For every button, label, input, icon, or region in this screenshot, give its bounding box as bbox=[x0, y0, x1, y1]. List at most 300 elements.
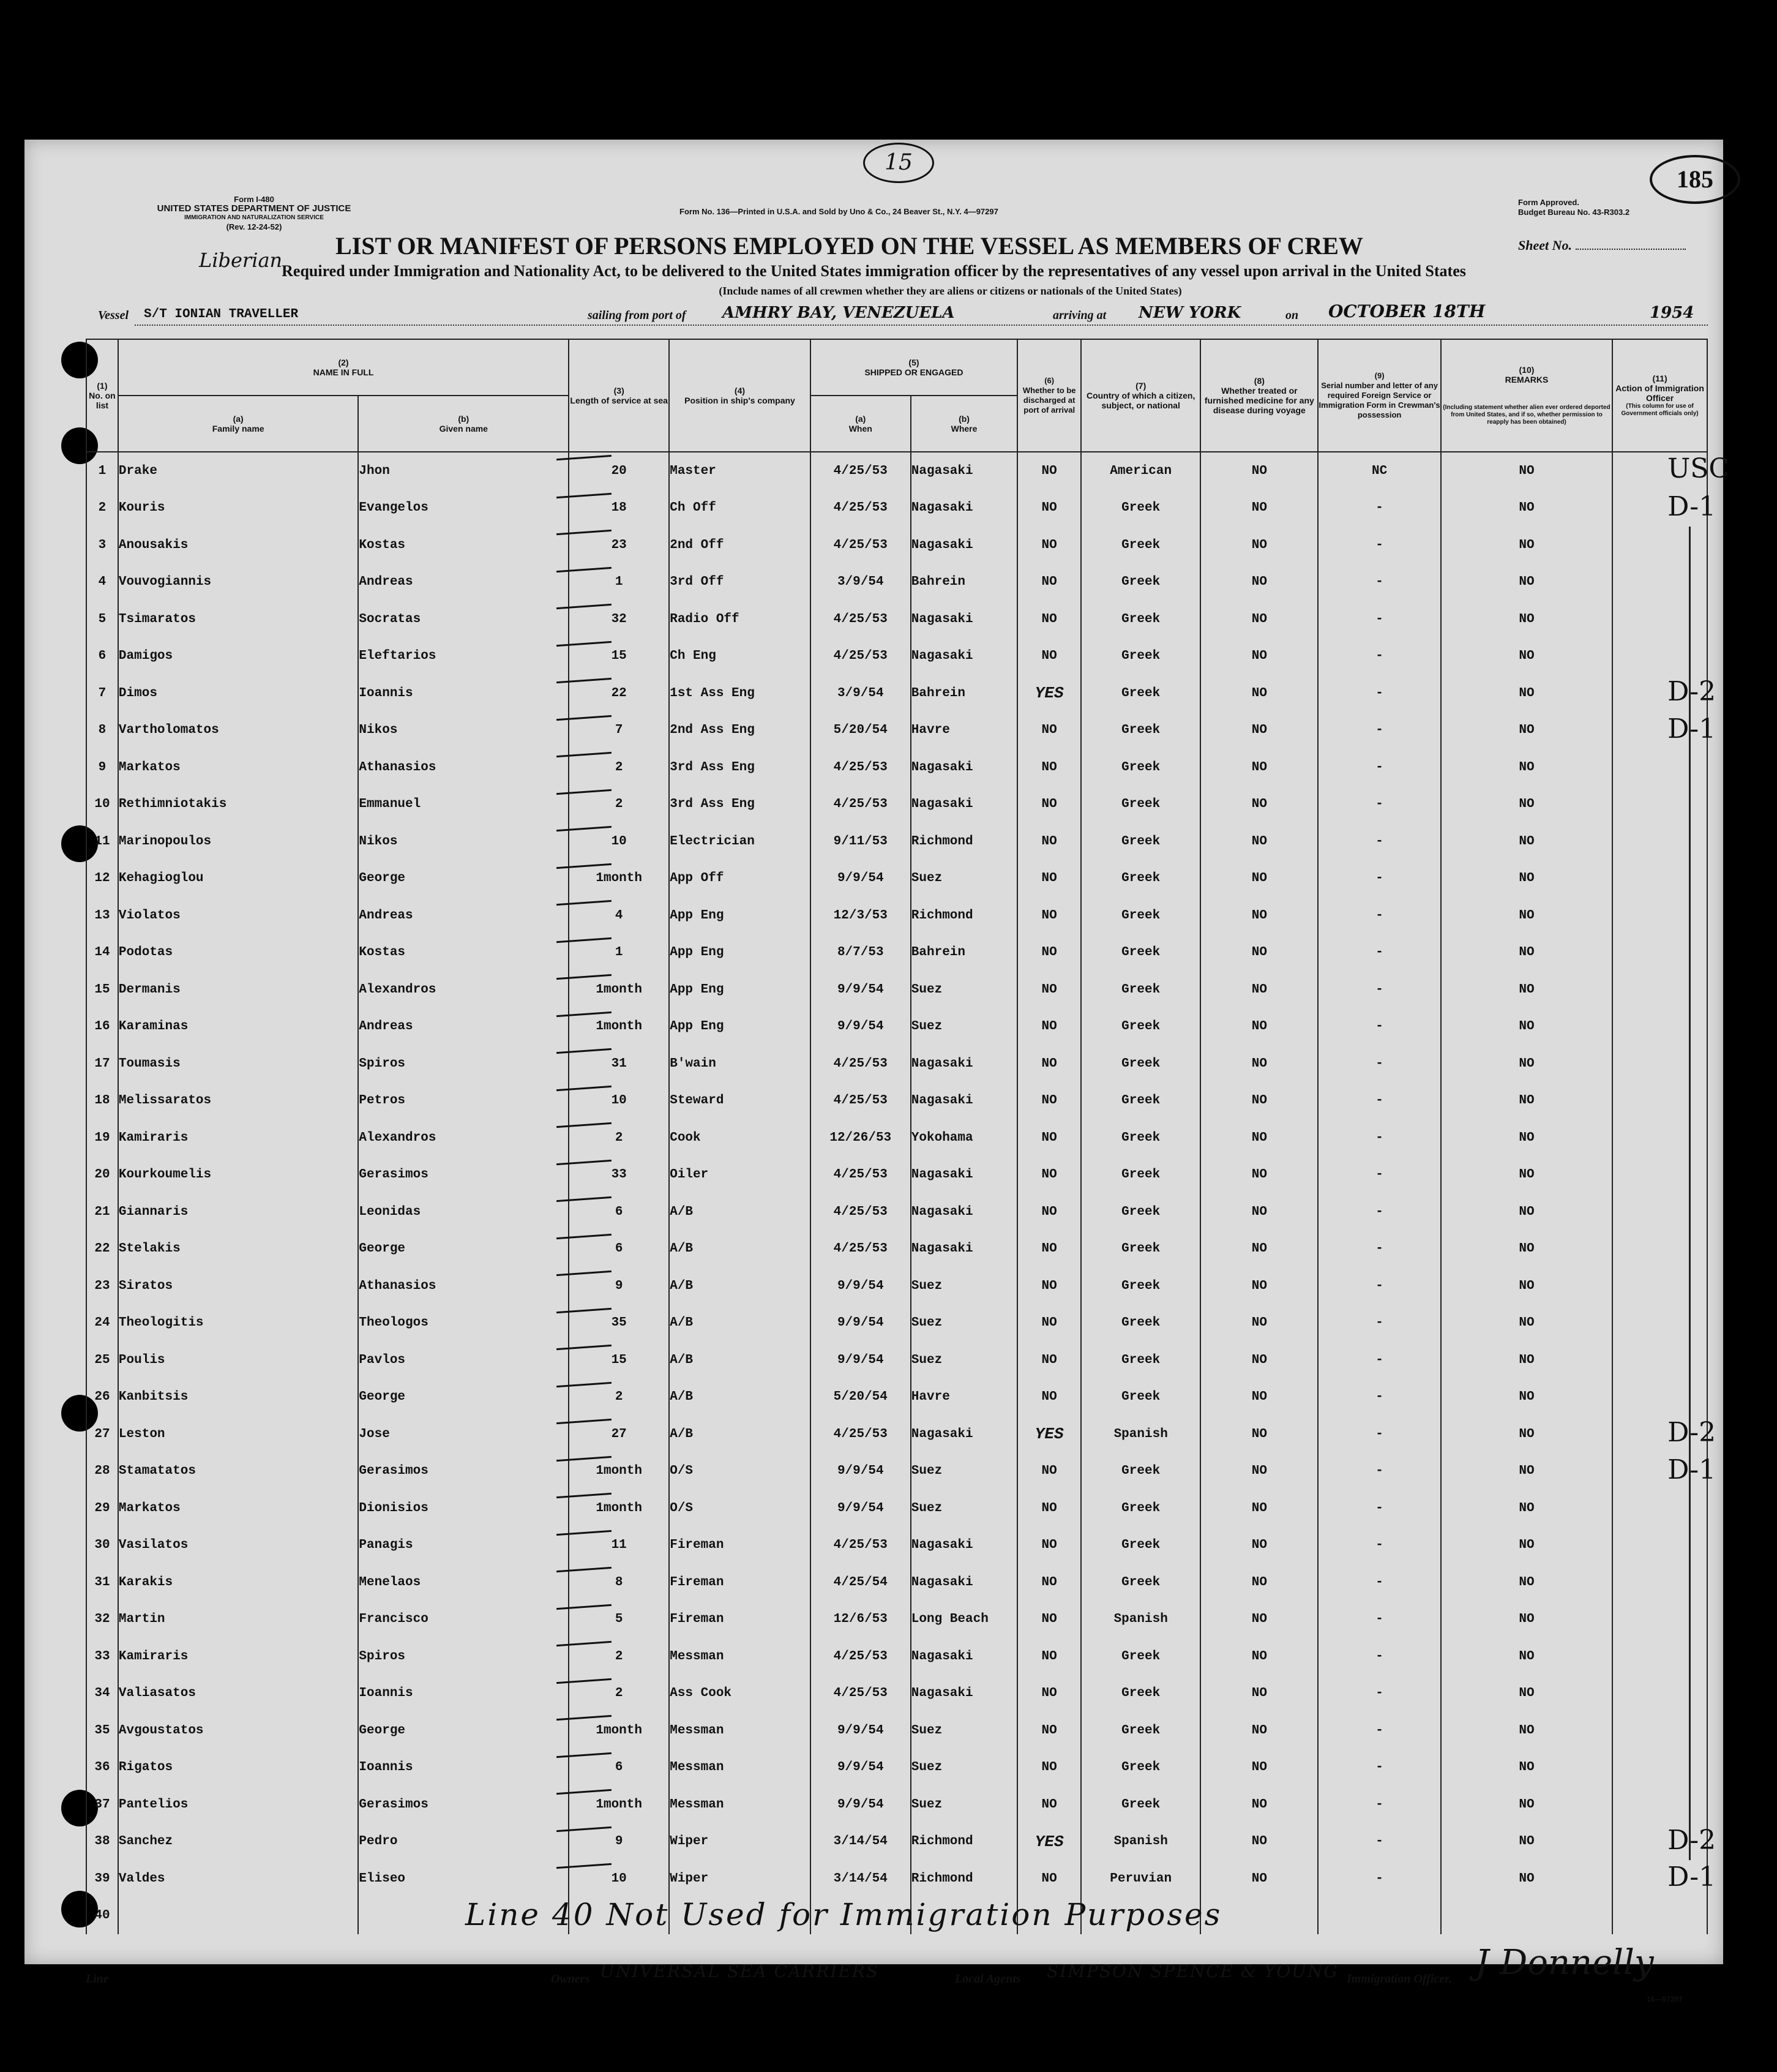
action-cell bbox=[1612, 860, 1707, 898]
shipped-when-cell: 12/6/53 bbox=[810, 1601, 911, 1638]
action-cell bbox=[1612, 934, 1707, 972]
service-length-cell: 11 bbox=[569, 1527, 669, 1564]
shipped-where-cell: Nagasaki bbox=[911, 1045, 1017, 1083]
remarks-cell: NO bbox=[1441, 601, 1612, 638]
family-name-cell: Poulis bbox=[118, 1342, 359, 1379]
action-cell bbox=[1612, 638, 1707, 675]
medicine-cell: NO bbox=[1200, 860, 1318, 898]
shipped-where-cell: Nagasaki bbox=[911, 527, 1017, 564]
given-name-cell: George bbox=[358, 1712, 569, 1749]
action-mark: D-1 bbox=[1667, 713, 1716, 745]
service-length-cell: 35 bbox=[569, 1305, 669, 1342]
shipped-when-cell: 4/25/53 bbox=[810, 1231, 911, 1268]
shipped-where-cell: Suez bbox=[911, 860, 1017, 898]
table-row bbox=[86, 1416, 1707, 1453]
action-cell bbox=[1612, 601, 1707, 638]
discharged-cell: NO bbox=[1017, 971, 1081, 1008]
discharged-cell: NO bbox=[1017, 452, 1081, 490]
row-number: 37 bbox=[86, 1786, 118, 1823]
discharged-cell: NO bbox=[1017, 1083, 1081, 1120]
serial-cell: - bbox=[1318, 1342, 1440, 1379]
action-cell bbox=[1612, 1379, 1707, 1416]
action-mark: D-2 bbox=[1667, 676, 1716, 707]
medicine-cell: NO bbox=[1200, 1305, 1318, 1342]
shipped-where-cell: Bahrein bbox=[911, 934, 1017, 972]
country-cell: Greek bbox=[1081, 1749, 1200, 1787]
table-row bbox=[86, 675, 1707, 712]
form-id-line: IMMIGRATION AND NATURALIZATION SERVICE bbox=[184, 214, 324, 221]
serial-cell: - bbox=[1318, 490, 1440, 527]
action-cell bbox=[1612, 1601, 1707, 1638]
remarks-cell: NO bbox=[1441, 1564, 1612, 1601]
medicine-cell: NO bbox=[1200, 1564, 1318, 1601]
service-length-cell: 23 bbox=[569, 527, 669, 564]
table-row bbox=[86, 1008, 1707, 1046]
family-name-cell: Toumasis bbox=[118, 1045, 359, 1083]
shipped-where-cell: Suez bbox=[911, 1453, 1017, 1490]
col-header-position: (4) Position in ship's company bbox=[669, 339, 810, 452]
action-cell bbox=[1612, 897, 1707, 934]
row-number: 17 bbox=[86, 1045, 118, 1083]
sheet-no-block bbox=[1518, 238, 1686, 253]
given-name-cell: Ioannis bbox=[358, 1675, 569, 1713]
action-mark: D-1 bbox=[1667, 1454, 1716, 1485]
table-row bbox=[86, 1823, 1707, 1861]
line40-note: Line 40 Not Used for Immigration Purposes bbox=[465, 1897, 1222, 1932]
remarks-cell: NO bbox=[1441, 1416, 1612, 1453]
officer-label: Immigration Officer. bbox=[1347, 1972, 1452, 1986]
serial-cell: - bbox=[1318, 1675, 1440, 1713]
table-row bbox=[86, 712, 1707, 749]
remarks-cell: NO bbox=[1441, 823, 1612, 860]
medicine-cell: NO bbox=[1200, 1527, 1318, 1564]
vessel-value: S/T IONIAN TRAVELLER bbox=[144, 307, 299, 321]
position-cell: Electrician bbox=[669, 823, 810, 860]
col-header-service: (3) Length of service at sea bbox=[569, 339, 669, 452]
row-number: 29 bbox=[86, 1490, 118, 1527]
service-length-cell: 32 bbox=[569, 601, 669, 638]
remarks-cell: NO bbox=[1441, 1712, 1612, 1749]
row-number: 32 bbox=[86, 1601, 118, 1638]
family-name-cell: Vasilatos bbox=[118, 1527, 359, 1564]
shipped-where-cell: Suez bbox=[911, 1267, 1017, 1305]
medicine-cell: NO bbox=[1200, 1453, 1318, 1490]
shipped-where-cell: Suez bbox=[911, 1490, 1017, 1527]
service-length-cell: 2 bbox=[569, 1119, 669, 1157]
table-row bbox=[86, 1157, 1707, 1194]
discharged-cell: NO bbox=[1017, 934, 1081, 972]
remarks-note: (Including statement whether alien ever ordered deported from United States, and if so, whether permission to reapply has been obtained) bbox=[1443, 404, 1611, 426]
table-row bbox=[86, 897, 1707, 934]
row-number: 23 bbox=[86, 1267, 118, 1305]
discharged-cell: NO bbox=[1017, 897, 1081, 934]
family-name-cell: Vartholomatos bbox=[118, 712, 359, 749]
discharged-cell: YES bbox=[1017, 1416, 1081, 1453]
action-cell bbox=[1612, 1157, 1707, 1194]
shipped-when-cell: 9/9/54 bbox=[810, 860, 911, 898]
table-row bbox=[86, 638, 1707, 675]
position-cell: Fireman bbox=[669, 1564, 810, 1601]
table-row bbox=[86, 1193, 1707, 1231]
serial-cell: - bbox=[1318, 1749, 1440, 1787]
service-length-cell: 1month bbox=[569, 1453, 669, 1490]
medicine-cell: NO bbox=[1200, 1786, 1318, 1823]
country-cell: Spanish bbox=[1081, 1601, 1200, 1638]
given-name-cell: Jose bbox=[358, 1416, 569, 1453]
medicine-cell: NO bbox=[1200, 1083, 1318, 1120]
shipped-when-cell: 9/9/54 bbox=[810, 1712, 911, 1749]
given-name-cell: Gerasimos bbox=[358, 1157, 569, 1194]
medicine-cell: NO bbox=[1200, 452, 1318, 490]
family-name-cell: Leston bbox=[118, 1416, 359, 1453]
family-name-cell: Kanbitsis bbox=[118, 1379, 359, 1416]
form-id-line: Form I-480 bbox=[234, 195, 274, 204]
family-name-cell: Dermanis bbox=[118, 971, 359, 1008]
serial-cell: - bbox=[1318, 638, 1440, 675]
service-length-cell: 6 bbox=[569, 1231, 669, 1268]
country-cell: Greek bbox=[1081, 934, 1200, 972]
service-length-cell: 22 bbox=[569, 675, 669, 712]
given-name-cell: Jhon bbox=[358, 452, 569, 490]
medicine-cell: NO bbox=[1200, 1119, 1318, 1157]
medicine-cell: NO bbox=[1200, 823, 1318, 860]
action-cell bbox=[1612, 1490, 1707, 1527]
discharged-cell: NO bbox=[1017, 1564, 1081, 1601]
shipped-when-cell: 4/25/53 bbox=[810, 1527, 911, 1564]
action-cell bbox=[1612, 749, 1707, 786]
row-number: 39 bbox=[86, 1860, 118, 1897]
serial-cell: - bbox=[1318, 1379, 1440, 1416]
shipped-when-cell: 4/25/53 bbox=[810, 1638, 911, 1675]
family-name-cell: Rigatos bbox=[118, 1749, 359, 1787]
family-name-cell: Kamiraris bbox=[118, 1638, 359, 1675]
service-length-cell: 1month bbox=[569, 971, 669, 1008]
discharged-cell: NO bbox=[1017, 1193, 1081, 1231]
shipped-where-cell: Suez bbox=[911, 1786, 1017, 1823]
table-row bbox=[86, 1119, 1707, 1157]
medicine-cell: NO bbox=[1200, 934, 1318, 972]
remarks-cell: NO bbox=[1441, 1638, 1612, 1675]
serial-cell: - bbox=[1318, 564, 1440, 601]
given-name-cell: Gerasimos bbox=[358, 1786, 569, 1823]
given-name-cell: Spiros bbox=[358, 1045, 569, 1083]
service-length-cell: 10 bbox=[569, 1083, 669, 1120]
row-number: 13 bbox=[86, 897, 118, 934]
shipped-where-cell: Nagasaki bbox=[911, 1527, 1017, 1564]
row-number: 15 bbox=[86, 971, 118, 1008]
table-row bbox=[86, 601, 1707, 638]
position-cell: O/S bbox=[669, 1490, 810, 1527]
position-cell: 1st Ass Eng bbox=[669, 675, 810, 712]
on-label: on bbox=[1285, 309, 1299, 322]
shipped-when-cell: 3/14/54 bbox=[810, 1823, 911, 1861]
shipped-when-cell: 8/7/53 bbox=[810, 934, 911, 972]
service-length-cell: 6 bbox=[569, 1193, 669, 1231]
discharged-cell: NO bbox=[1017, 823, 1081, 860]
country-cell: Greek bbox=[1081, 1267, 1200, 1305]
service-length-cell: 31 bbox=[569, 1045, 669, 1083]
table-row bbox=[86, 1342, 1707, 1379]
medicine-cell: NO bbox=[1200, 1860, 1318, 1897]
given-name-cell: Menelaos bbox=[358, 1564, 569, 1601]
remarks-cell: NO bbox=[1441, 1157, 1612, 1194]
on-value: OCTOBER 18TH bbox=[1328, 301, 1486, 321]
given-name-cell: Emmanuel bbox=[358, 786, 569, 824]
family-name-cell: Stamatatos bbox=[118, 1453, 359, 1490]
remarks-cell: NO bbox=[1441, 1305, 1612, 1342]
given-name-cell: Ioannis bbox=[358, 675, 569, 712]
service-length-cell: 9 bbox=[569, 1823, 669, 1861]
family-name-cell: Avgoustatos bbox=[118, 1712, 359, 1749]
position-cell: A/B bbox=[669, 1231, 810, 1268]
family-name-cell: Theologitis bbox=[118, 1305, 359, 1342]
family-name-cell: Podotas bbox=[118, 934, 359, 972]
remarks-cell: NO bbox=[1441, 1601, 1612, 1638]
row-number: 18 bbox=[86, 1083, 118, 1120]
row-number: 25 bbox=[86, 1342, 118, 1379]
page-number: 15 bbox=[885, 150, 913, 175]
discharged-cell: NO bbox=[1017, 638, 1081, 675]
country-cell: Greek bbox=[1081, 1342, 1200, 1379]
medicine-cell: NO bbox=[1200, 1601, 1318, 1638]
row-number: 14 bbox=[86, 934, 118, 972]
service-length-cell: 27 bbox=[569, 1416, 669, 1453]
serial-cell: - bbox=[1318, 1008, 1440, 1046]
given-name-cell: Francisco bbox=[358, 1601, 569, 1638]
service-length-cell: 7 bbox=[569, 712, 669, 749]
col-header-remarks bbox=[1441, 339, 1612, 452]
country-cell: Greek bbox=[1081, 712, 1200, 749]
officer-signature: J Donnelly bbox=[1475, 1943, 1654, 1983]
serial-cell: - bbox=[1318, 1416, 1440, 1453]
service-length-cell: 10 bbox=[569, 823, 669, 860]
remarks-title: (10) REMARKS bbox=[1505, 365, 1549, 385]
medicine-cell: NO bbox=[1200, 1045, 1318, 1083]
given-name-cell: Evangelos bbox=[358, 490, 569, 527]
manifest-title: LIST OR MANIFEST OF PERSONS EMPLOYED ON THE VESSEL AS MEMBERS OF CREW bbox=[335, 232, 1363, 260]
shipped-where-cell: Nagasaki bbox=[911, 1157, 1017, 1194]
remarks-cell: NO bbox=[1441, 1379, 1612, 1416]
country-cell: Greek bbox=[1081, 971, 1200, 1008]
country-cell: Greek bbox=[1081, 1379, 1200, 1416]
form-id-block bbox=[83, 195, 425, 231]
position-cell: Oiler bbox=[669, 1157, 810, 1194]
row-number: 34 bbox=[86, 1675, 118, 1713]
row-number: 11 bbox=[86, 823, 118, 860]
table-row bbox=[86, 1267, 1707, 1305]
shipped-where-cell: Richmond bbox=[911, 823, 1017, 860]
serial-cell: - bbox=[1318, 897, 1440, 934]
country-cell: Spanish bbox=[1081, 1823, 1200, 1861]
country-cell: Peruvian bbox=[1081, 1860, 1200, 1897]
country-cell: Greek bbox=[1081, 1712, 1200, 1749]
sheet-number-oval bbox=[1650, 155, 1740, 204]
country-cell: Greek bbox=[1081, 527, 1200, 564]
remarks-cell: NO bbox=[1441, 712, 1612, 749]
country-cell: Greek bbox=[1081, 1453, 1200, 1490]
remarks-cell: NO bbox=[1441, 971, 1612, 1008]
remarks-cell: NO bbox=[1441, 1231, 1612, 1268]
service-length-cell: 18 bbox=[569, 490, 669, 527]
action-cell bbox=[1612, 823, 1707, 860]
given-name-cell: Pedro bbox=[358, 1823, 569, 1861]
discharged-cell: NO bbox=[1017, 1712, 1081, 1749]
remarks-cell: NO bbox=[1441, 452, 1612, 490]
family-name-cell: Martin bbox=[118, 1601, 359, 1638]
row-number: 3 bbox=[86, 527, 118, 564]
family-name-cell: Markatos bbox=[118, 1490, 359, 1527]
shipped-where-cell: Havre bbox=[911, 712, 1017, 749]
position-cell: Ch Eng bbox=[669, 638, 810, 675]
table-row bbox=[86, 1860, 1707, 1897]
row-number: 35 bbox=[86, 1712, 118, 1749]
family-name-cell: Kehagioglou bbox=[118, 860, 359, 898]
serial-cell bbox=[1318, 1897, 1440, 1935]
row-number: 22 bbox=[86, 1231, 118, 1268]
serial-cell: - bbox=[1318, 601, 1440, 638]
action-cell bbox=[1612, 1231, 1707, 1268]
position-cell: 2nd Off bbox=[669, 527, 810, 564]
table-row bbox=[86, 1490, 1707, 1527]
action-cell bbox=[1612, 1083, 1707, 1120]
form-approved-line: Budget Bureau No. 43-R303.2 bbox=[1518, 208, 1630, 217]
table-row bbox=[86, 934, 1707, 972]
row-number: 36 bbox=[86, 1749, 118, 1787]
medicine-cell: NO bbox=[1200, 1342, 1318, 1379]
table-row bbox=[86, 1675, 1707, 1713]
action-cell bbox=[1612, 786, 1707, 824]
action-cell bbox=[1612, 1008, 1707, 1046]
row-number: 40 bbox=[86, 1897, 118, 1935]
vessel-label: Vessel bbox=[98, 309, 129, 322]
action-cell bbox=[1612, 1193, 1707, 1231]
serial-cell: - bbox=[1318, 1601, 1440, 1638]
medicine-cell: NO bbox=[1200, 749, 1318, 786]
discharged-cell: NO bbox=[1017, 1157, 1081, 1194]
family-name-cell: Violatos bbox=[118, 897, 359, 934]
sheet-no-label: Sheet No. bbox=[1518, 238, 1572, 253]
given-name-cell: Kostas bbox=[358, 527, 569, 564]
serial-cell: - bbox=[1318, 1267, 1440, 1305]
shipped-where-cell: Suez bbox=[911, 971, 1017, 1008]
given-name-cell: Petros bbox=[358, 1083, 569, 1120]
serial-cell: - bbox=[1318, 971, 1440, 1008]
given-name-cell: George bbox=[358, 1231, 569, 1268]
family-name-cell: Karaminas bbox=[118, 1008, 359, 1046]
serial-cell: - bbox=[1318, 1045, 1440, 1083]
action-cell bbox=[1612, 1897, 1707, 1935]
discharged-cell: NO bbox=[1017, 1527, 1081, 1564]
service-length-cell: 2 bbox=[569, 1379, 669, 1416]
footer bbox=[86, 1943, 1708, 2003]
shipped-where-cell: Nagasaki bbox=[911, 1638, 1017, 1675]
country-cell: Greek bbox=[1081, 601, 1200, 638]
position-cell: Fireman bbox=[669, 1601, 810, 1638]
shipped-where-cell: Nagasaki bbox=[911, 786, 1017, 824]
table-row bbox=[86, 1749, 1707, 1787]
service-length-cell: 2 bbox=[569, 1675, 669, 1713]
service-length-cell: 2 bbox=[569, 786, 669, 824]
handwritten-liberian: Liberian bbox=[199, 249, 283, 272]
serial-cell: - bbox=[1318, 1453, 1440, 1490]
discharged-cell: NO bbox=[1017, 527, 1081, 564]
position-cell: Ch Off bbox=[669, 490, 810, 527]
col-header-serial: (9) Serial number and letter of any required Foreign Service or Immigration Form in Crewman's possession bbox=[1318, 339, 1440, 452]
family-name-cell: Drake bbox=[118, 452, 359, 490]
remarks-cell: NO bbox=[1441, 1786, 1612, 1823]
serial-cell: - bbox=[1318, 860, 1440, 898]
medicine-cell: NO bbox=[1200, 490, 1318, 527]
shipped-where-cell: Long Beach bbox=[911, 1601, 1017, 1638]
row-number: 5 bbox=[86, 601, 118, 638]
country-cell: Greek bbox=[1081, 1008, 1200, 1046]
medicine-cell: NO bbox=[1200, 1231, 1318, 1268]
discharged-cell: NO bbox=[1017, 601, 1081, 638]
serial-cell: - bbox=[1318, 934, 1440, 972]
country-cell: Greek bbox=[1081, 860, 1200, 898]
shipped-when-cell: 3/14/54 bbox=[810, 1860, 911, 1897]
shipped-when-cell: 9/11/53 bbox=[810, 823, 911, 860]
serial-cell: - bbox=[1318, 1083, 1440, 1120]
serial-cell: - bbox=[1318, 1564, 1440, 1601]
position-cell: 2nd Ass Eng bbox=[669, 712, 810, 749]
remarks-cell: NO bbox=[1441, 1193, 1612, 1231]
col-header-discharged: (6) Whether to be discharged at port of arrival bbox=[1017, 339, 1081, 452]
agents-value: SIMPSON SPENCE & YOUNG bbox=[1047, 1961, 1339, 1981]
row-number: 8 bbox=[86, 712, 118, 749]
shipped-when-cell: 4/25/53 bbox=[810, 1157, 911, 1194]
agents-label: Local Agents bbox=[955, 1972, 1021, 1986]
serial-cell: - bbox=[1318, 1786, 1440, 1823]
service-length-cell: 10 bbox=[569, 1860, 669, 1897]
shipped-when-cell: 4/25/53 bbox=[810, 452, 911, 490]
shipped-where-cell: Nagasaki bbox=[911, 1564, 1017, 1601]
remarks-cell: NO bbox=[1441, 1267, 1612, 1305]
medicine-cell: NO bbox=[1200, 1157, 1318, 1194]
medicine-cell: NO bbox=[1200, 564, 1318, 601]
given-name-cell: Theologos bbox=[358, 1305, 569, 1342]
discharged-cell: NO bbox=[1017, 1675, 1081, 1713]
row-number: 10 bbox=[86, 786, 118, 824]
shipped-where-cell: Nagasaki bbox=[911, 601, 1017, 638]
footer-form-code: 16—97297 bbox=[1647, 1995, 1683, 2003]
table-row bbox=[86, 1527, 1707, 1564]
discharged-cell: NO bbox=[1017, 1490, 1081, 1527]
shipped-where-cell: Richmond bbox=[911, 897, 1017, 934]
shipped-when-cell: 5/20/54 bbox=[810, 1379, 911, 1416]
form-approved-line: Form Approved. bbox=[1518, 198, 1579, 207]
table-row bbox=[86, 1379, 1707, 1416]
position-cell: A/B bbox=[669, 1305, 810, 1342]
medicine-cell: NO bbox=[1200, 1823, 1318, 1861]
serial-cell: - bbox=[1318, 1119, 1440, 1157]
serial-cell: - bbox=[1318, 1193, 1440, 1231]
action-cell bbox=[1612, 1675, 1707, 1713]
family-name-cell: Kamiraris bbox=[118, 1119, 359, 1157]
discharged-cell: NO bbox=[1017, 1453, 1081, 1490]
remarks-cell: NO bbox=[1441, 1008, 1612, 1046]
remarks-cell: NO bbox=[1441, 1749, 1612, 1787]
row-number: 16 bbox=[86, 1008, 118, 1046]
action-cell bbox=[1612, 527, 1707, 564]
shipped-where-cell: Havre bbox=[911, 1379, 1017, 1416]
service-length-cell: 15 bbox=[569, 1342, 669, 1379]
row-number: 4 bbox=[86, 564, 118, 601]
footer-line-label: Line bbox=[86, 1972, 109, 1986]
table-row bbox=[86, 1786, 1707, 1823]
remarks-cell bbox=[1441, 1897, 1612, 1935]
action-cell bbox=[1612, 971, 1707, 1008]
